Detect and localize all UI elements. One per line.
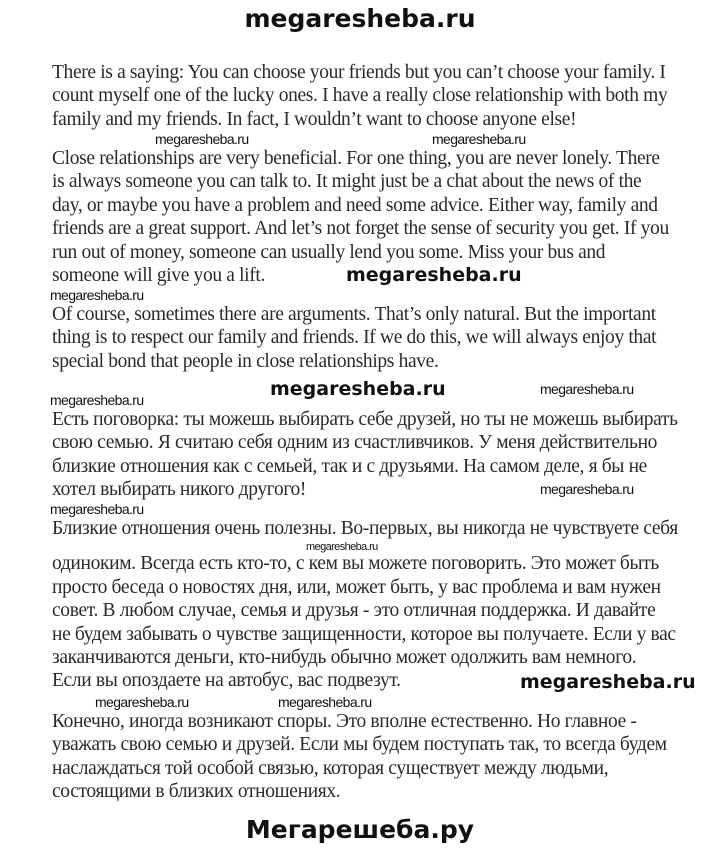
text-line: близкие отношения как с семьей, так и с друзьями. На самом деле, я бы не — [52, 455, 647, 477]
text-line: There is a saying: You can choose your friends but you can’t choose your family. I — [52, 62, 666, 83]
text-line: thing is to respect our family and friends. If we do this, we will always enjoy that — [52, 327, 657, 349]
english-paragraph-3 — [52, 303, 656, 373]
watermark: megaresheba.ru — [50, 287, 144, 303]
text-line: наслаждаться той особой связью, которая существует между людьми, — [52, 757, 609, 779]
watermark: megaresheba.ru — [540, 381, 634, 397]
text-line: Конечно, иногда возникают споры. Это вполне естественно. Но главное - — [52, 711, 637, 732]
text-line: Если вы опоздаете на автобус, вас подвезут. — [52, 670, 401, 692]
text-line: одиноким. Всегда есть кто-то, с кем вы можете поговорить. Это может быть — [52, 553, 659, 575]
russian-paragraph-3 — [52, 710, 667, 804]
watermark: megaresheba.ru — [306, 541, 378, 553]
watermark: megaresheba.ru — [50, 501, 144, 517]
text-line: Есть поговорка: ты можешь выбирать себе друзей, но ты не можешь выбирать — [52, 409, 678, 430]
text-line: someone will give you a lift. — [52, 265, 265, 287]
text-line: просто беседа о новостях дня, или, может быть, у вас проблема и вам нужен — [52, 576, 661, 598]
watermark: megaresheba.ru — [520, 671, 696, 693]
site-header: megaresheba.ru — [244, 4, 476, 33]
text-line: уважать свою семью и друзей. Если мы будем поступать так, то всегда будем — [52, 734, 667, 756]
text-line: состоящими в близких отношениях. — [52, 781, 341, 803]
watermark: megaresheba.ru — [540, 481, 634, 497]
text-line: свою семью. Я считаю себя одним из счастливчиков. У меня действительно — [52, 432, 658, 454]
watermark: megaresheba.ru — [270, 378, 446, 400]
watermark: megaresheba.ru — [432, 131, 526, 147]
text-line: Близкие отношения очень полезны. Во-первых, вы никогда не чувствуете себя — [52, 518, 678, 539]
text-line: friends are a great support. And let’s not forget the sense of security you get. If you — [52, 218, 669, 240]
english-paragraph-1 — [52, 61, 667, 131]
text-line: special bond that people in close relationships have. — [52, 350, 439, 372]
text-line: не будем забывать о чувстве защищенности, которое вы получаете. Если у вас — [52, 623, 676, 645]
text-line: совет. В любом случае, семья и друзья - это отличная поддержка. И давайте — [52, 600, 656, 622]
text-line: Close relationships are very beneficial. For one thing, you are never lonely. There — [52, 148, 660, 169]
watermark: megaresheba.ru — [346, 264, 522, 286]
text-line: day, or maybe you have a problem and need some advice. Either way, family and — [52, 194, 658, 216]
watermark: megaresheba.ru — [155, 131, 249, 147]
text-line: заканчиваются деньги, кто-нибудь обычно может одолжить вам немного. — [52, 647, 637, 669]
site-footer: Мегарешеба.ру — [245, 815, 475, 844]
text-line: count myself one of the lucky ones. I have a really close relationship with both my — [52, 85, 668, 107]
text-line: run out of money, someone can usually lend you some. Miss your bus and — [52, 241, 606, 263]
text-line: is always someone you can talk to. It might just be a chat about the news of the — [52, 171, 642, 193]
watermark: megaresheba.ru — [278, 694, 372, 710]
text-line: хотел выбирать никого другого! — [52, 479, 307, 501]
text-line: Of course, sometimes there are arguments. That’s only natural. But the important — [52, 304, 656, 325]
text-line: family and my friends. In fact, I wouldn’t want to choose anyone else! — [52, 108, 577, 130]
watermark: megaresheba.ru — [50, 392, 144, 408]
watermark: megaresheba.ru — [95, 694, 189, 710]
